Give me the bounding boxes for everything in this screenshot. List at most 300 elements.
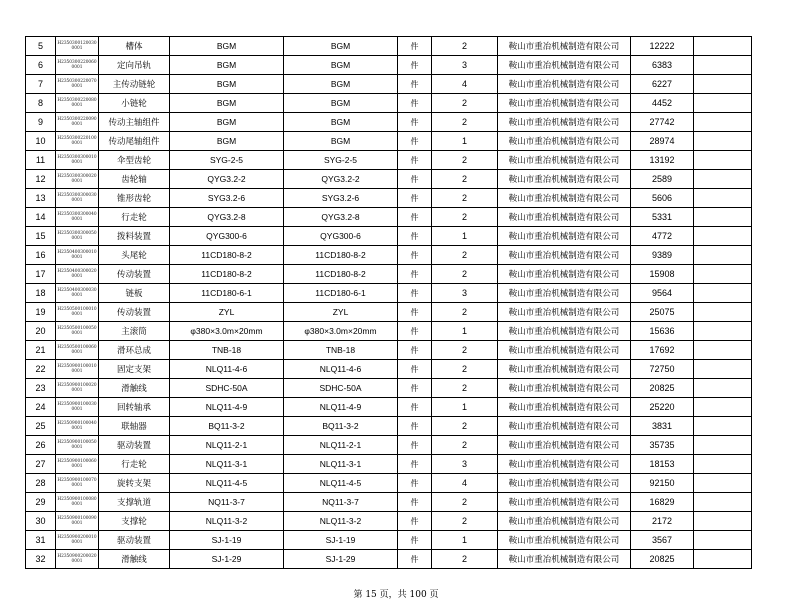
row-number: 29 bbox=[26, 493, 56, 512]
row-number: 22 bbox=[26, 360, 56, 379]
item-unit: 件 bbox=[398, 208, 432, 227]
table-row bbox=[26, 360, 752, 379]
item-code: H2350300300050 0001 bbox=[56, 227, 99, 246]
item-model: NLQ11-2-1 bbox=[170, 436, 284, 455]
blank-cell bbox=[694, 75, 752, 94]
item-amount: 25075 bbox=[631, 303, 694, 322]
item-quantity: 2 bbox=[432, 360, 498, 379]
item-name: 回转轴承 bbox=[99, 398, 170, 417]
item-quantity: 1 bbox=[432, 132, 498, 151]
item-quantity: 2 bbox=[432, 170, 498, 189]
item-quantity: 1 bbox=[432, 398, 498, 417]
blank-cell bbox=[694, 322, 752, 341]
item-manufacturer: 鞍山市重冶机械制造有限公司 bbox=[498, 360, 631, 379]
item-spec: BGM bbox=[284, 94, 398, 113]
blank-cell bbox=[694, 227, 752, 246]
table-row bbox=[26, 436, 752, 455]
table-row bbox=[26, 379, 752, 398]
item-name: 滑触线 bbox=[99, 550, 170, 569]
blank-cell bbox=[694, 170, 752, 189]
item-manufacturer: 鞍山市重冶机械制造有限公司 bbox=[498, 75, 631, 94]
item-amount: 2589 bbox=[631, 170, 694, 189]
item-amount: 5331 bbox=[631, 208, 694, 227]
item-manufacturer: 鞍山市重冶机械制造有限公司 bbox=[498, 398, 631, 417]
row-number: 6 bbox=[26, 56, 56, 75]
item-quantity: 2 bbox=[432, 436, 498, 455]
item-manufacturer: 鞍山市重冶机械制造有限公司 bbox=[498, 512, 631, 531]
item-name: 联轴器 bbox=[99, 417, 170, 436]
item-unit: 件 bbox=[398, 379, 432, 398]
table-row bbox=[26, 208, 752, 227]
item-spec: NLQ11-4-5 bbox=[284, 474, 398, 493]
item-model: 11CD180-8-2 bbox=[170, 246, 284, 265]
item-code: H2350900100040 0001 bbox=[56, 417, 99, 436]
item-spec: NLQ11-4-6 bbox=[284, 360, 398, 379]
blank-cell bbox=[694, 360, 752, 379]
item-code: H2350300220080 0001 bbox=[56, 94, 99, 113]
item-amount: 9564 bbox=[631, 284, 694, 303]
item-amount: 3567 bbox=[631, 531, 694, 550]
item-spec: NQ11-3-7 bbox=[284, 493, 398, 512]
item-spec: BGM bbox=[284, 113, 398, 132]
item-quantity: 3 bbox=[432, 455, 498, 474]
item-spec: SYG3.2-6 bbox=[284, 189, 398, 208]
item-unit: 件 bbox=[398, 265, 432, 284]
table-row bbox=[26, 512, 752, 531]
item-model: NLQ11-3-1 bbox=[170, 455, 284, 474]
item-quantity: 2 bbox=[432, 113, 498, 132]
item-model: QYG3.2-2 bbox=[170, 170, 284, 189]
item-amount: 92150 bbox=[631, 474, 694, 493]
item-manufacturer: 鞍山市重冶机械制造有限公司 bbox=[498, 132, 631, 151]
blank-cell bbox=[694, 94, 752, 113]
item-spec: 11CD180-6-1 bbox=[284, 284, 398, 303]
item-spec: ZYL bbox=[284, 303, 398, 322]
item-amount: 18153 bbox=[631, 455, 694, 474]
item-manufacturer: 鞍山市重冶机械制造有限公司 bbox=[498, 417, 631, 436]
item-quantity: 3 bbox=[432, 56, 498, 75]
blank-cell bbox=[694, 151, 752, 170]
item-spec: SYG-2-5 bbox=[284, 151, 398, 170]
item-unit: 件 bbox=[398, 284, 432, 303]
item-model: NQ11-3-7 bbox=[170, 493, 284, 512]
item-unit: 件 bbox=[398, 132, 432, 151]
item-name: 滑触线 bbox=[99, 379, 170, 398]
item-amount: 5606 bbox=[631, 189, 694, 208]
item-unit: 件 bbox=[398, 455, 432, 474]
item-model: BQ11-3-2 bbox=[170, 417, 284, 436]
item-code: H2350900100090 0001 bbox=[56, 512, 99, 531]
item-manufacturer: 鞍山市重冶机械制造有限公司 bbox=[498, 474, 631, 493]
row-number: 28 bbox=[26, 474, 56, 493]
blank-cell bbox=[694, 474, 752, 493]
blank-cell bbox=[694, 132, 752, 151]
item-quantity: 4 bbox=[432, 474, 498, 493]
item-model: SJ-1-29 bbox=[170, 550, 284, 569]
row-number: 10 bbox=[26, 132, 56, 151]
item-name: 行走轮 bbox=[99, 455, 170, 474]
item-name: 传动装置 bbox=[99, 265, 170, 284]
item-code: H2350400300010 0001 bbox=[56, 246, 99, 265]
item-code: H2350300120030 0001 bbox=[56, 37, 99, 56]
item-spec: BGM bbox=[284, 37, 398, 56]
row-number: 18 bbox=[26, 284, 56, 303]
blank-cell bbox=[694, 246, 752, 265]
item-manufacturer: 鞍山市重冶机械制造有限公司 bbox=[498, 113, 631, 132]
blank-cell bbox=[694, 398, 752, 417]
table-row bbox=[26, 284, 752, 303]
blank-cell bbox=[694, 303, 752, 322]
item-manufacturer: 鞍山市重冶机械制造有限公司 bbox=[498, 56, 631, 75]
table-row bbox=[26, 56, 752, 75]
item-unit: 件 bbox=[398, 75, 432, 94]
item-spec: QYG3.2-2 bbox=[284, 170, 398, 189]
item-code: H2350400300030 0001 bbox=[56, 284, 99, 303]
item-model: SDHC-50A bbox=[170, 379, 284, 398]
item-name: 支撑轨道 bbox=[99, 493, 170, 512]
row-number: 7 bbox=[26, 75, 56, 94]
item-name: 拨料装置 bbox=[99, 227, 170, 246]
item-amount: 3831 bbox=[631, 417, 694, 436]
item-name: 滑环总成 bbox=[99, 341, 170, 360]
blank-cell bbox=[694, 550, 752, 569]
table-row bbox=[26, 151, 752, 170]
row-number: 11 bbox=[26, 151, 56, 170]
blank-cell bbox=[694, 56, 752, 75]
blank-cell bbox=[694, 379, 752, 398]
item-code: H2350300300040 0001 bbox=[56, 208, 99, 227]
row-number: 23 bbox=[26, 379, 56, 398]
item-model: BGM bbox=[170, 37, 284, 56]
item-code: H2350900100070 0001 bbox=[56, 474, 99, 493]
item-quantity: 2 bbox=[432, 37, 498, 56]
item-unit: 件 bbox=[398, 151, 432, 170]
item-model: NLQ11-3-2 bbox=[170, 512, 284, 531]
item-spec: φ380×3.0m×20mm bbox=[284, 322, 398, 341]
item-name: 行走轮 bbox=[99, 208, 170, 227]
table-body bbox=[26, 37, 752, 569]
item-name: 旋转支架 bbox=[99, 474, 170, 493]
item-amount: 28974 bbox=[631, 132, 694, 151]
item-code: H2350900100080 0001 bbox=[56, 493, 99, 512]
item-code: H2350900100030 0001 bbox=[56, 398, 99, 417]
item-name: 链板 bbox=[99, 284, 170, 303]
item-model: SYG3.2-6 bbox=[170, 189, 284, 208]
item-manufacturer: 鞍山市重冶机械制造有限公司 bbox=[498, 322, 631, 341]
item-code: H2350300300030 0001 bbox=[56, 189, 99, 208]
table-row bbox=[26, 474, 752, 493]
item-spec: SJ-1-19 bbox=[284, 531, 398, 550]
row-number: 27 bbox=[26, 455, 56, 474]
item-unit: 件 bbox=[398, 37, 432, 56]
item-unit: 件 bbox=[398, 246, 432, 265]
item-model: TNB-18 bbox=[170, 341, 284, 360]
item-code: H2350900100050 0001 bbox=[56, 436, 99, 455]
item-code: H2350900200010 0001 bbox=[56, 531, 99, 550]
blank-cell bbox=[694, 189, 752, 208]
item-model: BGM bbox=[170, 94, 284, 113]
item-amount: 72750 bbox=[631, 360, 694, 379]
item-code: H2350300220090 0001 bbox=[56, 113, 99, 132]
item-amount: 2172 bbox=[631, 512, 694, 531]
item-amount: 13192 bbox=[631, 151, 694, 170]
blank-cell bbox=[694, 512, 752, 531]
item-unit: 件 bbox=[398, 398, 432, 417]
item-manufacturer: 鞍山市重冶机械制造有限公司 bbox=[498, 151, 631, 170]
table-row bbox=[26, 227, 752, 246]
item-unit: 件 bbox=[398, 94, 432, 113]
row-number: 19 bbox=[26, 303, 56, 322]
table-row bbox=[26, 322, 752, 341]
blank-cell bbox=[694, 455, 752, 474]
item-name: 传动装置 bbox=[99, 303, 170, 322]
row-number: 12 bbox=[26, 170, 56, 189]
table-row bbox=[26, 303, 752, 322]
blank-cell bbox=[694, 265, 752, 284]
item-model: NLQ11-4-6 bbox=[170, 360, 284, 379]
item-spec: BGM bbox=[284, 132, 398, 151]
item-unit: 件 bbox=[398, 322, 432, 341]
table-row bbox=[26, 94, 752, 113]
row-number: 5 bbox=[26, 37, 56, 56]
item-quantity: 1 bbox=[432, 531, 498, 550]
table-row bbox=[26, 417, 752, 436]
row-number: 21 bbox=[26, 341, 56, 360]
item-quantity: 2 bbox=[432, 189, 498, 208]
table-row bbox=[26, 37, 752, 56]
item-amount: 9389 bbox=[631, 246, 694, 265]
table-row bbox=[26, 341, 752, 360]
item-manufacturer: 鞍山市重冶机械制造有限公司 bbox=[498, 170, 631, 189]
item-quantity: 1 bbox=[432, 322, 498, 341]
item-model: ZYL bbox=[170, 303, 284, 322]
blank-cell bbox=[694, 37, 752, 56]
item-manufacturer: 鞍山市重冶机械制造有限公司 bbox=[498, 208, 631, 227]
item-name: 驱动装置 bbox=[99, 436, 170, 455]
table-row bbox=[26, 398, 752, 417]
blank-cell bbox=[694, 531, 752, 550]
item-amount: 15908 bbox=[631, 265, 694, 284]
item-quantity: 2 bbox=[432, 303, 498, 322]
item-manufacturer: 鞍山市重冶机械制造有限公司 bbox=[498, 284, 631, 303]
row-number: 26 bbox=[26, 436, 56, 455]
item-manufacturer: 鞍山市重冶机械制造有限公司 bbox=[498, 493, 631, 512]
item-amount: 4772 bbox=[631, 227, 694, 246]
item-quantity: 2 bbox=[432, 208, 498, 227]
item-quantity: 2 bbox=[432, 94, 498, 113]
row-number: 32 bbox=[26, 550, 56, 569]
item-quantity: 4 bbox=[432, 75, 498, 94]
item-unit: 件 bbox=[398, 550, 432, 569]
item-spec: 11CD180-8-2 bbox=[284, 265, 398, 284]
item-quantity: 2 bbox=[432, 246, 498, 265]
item-code: H2350300220100 0001 bbox=[56, 132, 99, 151]
item-name: 锥形齿轮 bbox=[99, 189, 170, 208]
item-quantity: 3 bbox=[432, 284, 498, 303]
item-amount: 27742 bbox=[631, 113, 694, 132]
item-spec: BGM bbox=[284, 56, 398, 75]
item-unit: 件 bbox=[398, 227, 432, 246]
row-number: 16 bbox=[26, 246, 56, 265]
item-spec: NLQ11-4-9 bbox=[284, 398, 398, 417]
item-code: H2350500100010 0001 bbox=[56, 303, 99, 322]
item-amount: 16829 bbox=[631, 493, 694, 512]
item-amount: 17692 bbox=[631, 341, 694, 360]
item-model: BGM bbox=[170, 132, 284, 151]
item-manufacturer: 鞍山市重冶机械制造有限公司 bbox=[498, 379, 631, 398]
row-number: 20 bbox=[26, 322, 56, 341]
table-row bbox=[26, 493, 752, 512]
item-manufacturer: 鞍山市重冶机械制造有限公司 bbox=[498, 455, 631, 474]
item-manufacturer: 鞍山市重冶机械制造有限公司 bbox=[498, 37, 631, 56]
row-number: 24 bbox=[26, 398, 56, 417]
blank-cell bbox=[694, 284, 752, 303]
item-name: 小链轮 bbox=[99, 94, 170, 113]
item-spec: TNB-18 bbox=[284, 341, 398, 360]
item-model: NLQ11-4-9 bbox=[170, 398, 284, 417]
item-unit: 件 bbox=[398, 170, 432, 189]
row-number: 25 bbox=[26, 417, 56, 436]
item-amount: 12222 bbox=[631, 37, 694, 56]
item-name: 传动主轴组件 bbox=[99, 113, 170, 132]
table-row bbox=[26, 132, 752, 151]
item-quantity: 2 bbox=[432, 265, 498, 284]
item-model: φ380×3.0m×20mm bbox=[170, 322, 284, 341]
item-manufacturer: 鞍山市重冶机械制造有限公司 bbox=[498, 246, 631, 265]
item-manufacturer: 鞍山市重冶机械制造有限公司 bbox=[498, 265, 631, 284]
item-spec: QYG3.2-8 bbox=[284, 208, 398, 227]
item-amount: 35735 bbox=[631, 436, 694, 455]
item-manufacturer: 鞍山市重冶机械制造有限公司 bbox=[498, 94, 631, 113]
item-model: BGM bbox=[170, 56, 284, 75]
item-model: QYG300-6 bbox=[170, 227, 284, 246]
item-unit: 件 bbox=[398, 113, 432, 132]
item-spec: QYG300-6 bbox=[284, 227, 398, 246]
item-quantity: 2 bbox=[432, 341, 498, 360]
item-spec: NLQ11-3-2 bbox=[284, 512, 398, 531]
row-number: 15 bbox=[26, 227, 56, 246]
item-name: 主滚筒 bbox=[99, 322, 170, 341]
item-unit: 件 bbox=[398, 303, 432, 322]
item-unit: 件 bbox=[398, 512, 432, 531]
item-amount: 15636 bbox=[631, 322, 694, 341]
blank-cell bbox=[694, 208, 752, 227]
item-spec: BQ11-3-2 bbox=[284, 417, 398, 436]
item-manufacturer: 鞍山市重冶机械制造有限公司 bbox=[498, 436, 631, 455]
row-number: 31 bbox=[26, 531, 56, 550]
item-name: 头尾轮 bbox=[99, 246, 170, 265]
item-code: H2350300220070 0001 bbox=[56, 75, 99, 94]
item-quantity: 2 bbox=[432, 550, 498, 569]
item-unit: 件 bbox=[398, 341, 432, 360]
row-number: 13 bbox=[26, 189, 56, 208]
item-unit: 件 bbox=[398, 531, 432, 550]
item-quantity: 2 bbox=[432, 379, 498, 398]
item-manufacturer: 鞍山市重冶机械制造有限公司 bbox=[498, 550, 631, 569]
item-spec: NLQ11-3-1 bbox=[284, 455, 398, 474]
item-code: H2350300300020 0001 bbox=[56, 170, 99, 189]
item-quantity: 1 bbox=[432, 227, 498, 246]
item-amount: 6383 bbox=[631, 56, 694, 75]
item-unit: 件 bbox=[398, 474, 432, 493]
item-name: 定向吊轨 bbox=[99, 56, 170, 75]
page-footer: 第 15 页，共 100 页 bbox=[353, 590, 439, 600]
blank-cell bbox=[694, 417, 752, 436]
table-row bbox=[26, 75, 752, 94]
item-model: QYG3.2-8 bbox=[170, 208, 284, 227]
item-name: 槽体 bbox=[99, 37, 170, 56]
item-model: BGM bbox=[170, 113, 284, 132]
item-code: H2350900100020 0001 bbox=[56, 379, 99, 398]
item-unit: 件 bbox=[398, 436, 432, 455]
item-spec: NLQ11-2-1 bbox=[284, 436, 398, 455]
item-quantity: 2 bbox=[432, 151, 498, 170]
row-number: 14 bbox=[26, 208, 56, 227]
item-unit: 件 bbox=[398, 493, 432, 512]
item-spec: SJ-1-29 bbox=[284, 550, 398, 569]
row-number: 17 bbox=[26, 265, 56, 284]
table-row bbox=[26, 455, 752, 474]
table-row bbox=[26, 550, 752, 569]
item-model: NLQ11-4-5 bbox=[170, 474, 284, 493]
item-code: H2350900100010 0001 bbox=[56, 360, 99, 379]
item-code: H2350900200020 0001 bbox=[56, 550, 99, 569]
item-code: H2350300300010 0001 bbox=[56, 151, 99, 170]
item-model: 11CD180-6-1 bbox=[170, 284, 284, 303]
item-code: H2350400300020 0001 bbox=[56, 265, 99, 284]
item-model: SYG-2-5 bbox=[170, 151, 284, 170]
item-unit: 件 bbox=[398, 56, 432, 75]
item-manufacturer: 鞍山市重冶机械制造有限公司 bbox=[498, 303, 631, 322]
blank-cell bbox=[694, 113, 752, 132]
item-name: 驱动装置 bbox=[99, 531, 170, 550]
item-amount: 25220 bbox=[631, 398, 694, 417]
item-manufacturer: 鞍山市重冶机械制造有限公司 bbox=[498, 531, 631, 550]
item-amount: 4452 bbox=[631, 94, 694, 113]
row-number: 9 bbox=[26, 113, 56, 132]
table-row bbox=[26, 113, 752, 132]
item-unit: 件 bbox=[398, 417, 432, 436]
item-name: 伞型齿轮 bbox=[99, 151, 170, 170]
item-name: 支撑轮 bbox=[99, 512, 170, 531]
blank-cell bbox=[694, 436, 752, 455]
blank-cell bbox=[694, 341, 752, 360]
item-manufacturer: 鞍山市重冶机械制造有限公司 bbox=[498, 227, 631, 246]
item-code: H2350500100050 0001 bbox=[56, 322, 99, 341]
item-quantity: 2 bbox=[432, 493, 498, 512]
item-code: H2350300220060 0001 bbox=[56, 56, 99, 75]
item-code: H2350500100060 0001 bbox=[56, 341, 99, 360]
table-row bbox=[26, 265, 752, 284]
table-row bbox=[26, 246, 752, 265]
blank-cell bbox=[694, 493, 752, 512]
item-spec: 11CD180-8-2 bbox=[284, 246, 398, 265]
item-amount: 20825 bbox=[631, 550, 694, 569]
table-row bbox=[26, 170, 752, 189]
item-quantity: 2 bbox=[432, 417, 498, 436]
item-manufacturer: 鞍山市重冶机械制造有限公司 bbox=[498, 341, 631, 360]
item-quantity: 2 bbox=[432, 512, 498, 531]
item-model: SJ-1-19 bbox=[170, 531, 284, 550]
item-amount: 20825 bbox=[631, 379, 694, 398]
item-model: 11CD180-8-2 bbox=[170, 265, 284, 284]
item-unit: 件 bbox=[398, 360, 432, 379]
row-number: 30 bbox=[26, 512, 56, 531]
item-spec: SDHC-50A bbox=[284, 379, 398, 398]
item-name: 主传动链轮 bbox=[99, 75, 170, 94]
parts-table bbox=[25, 36, 752, 569]
item-unit: 件 bbox=[398, 189, 432, 208]
